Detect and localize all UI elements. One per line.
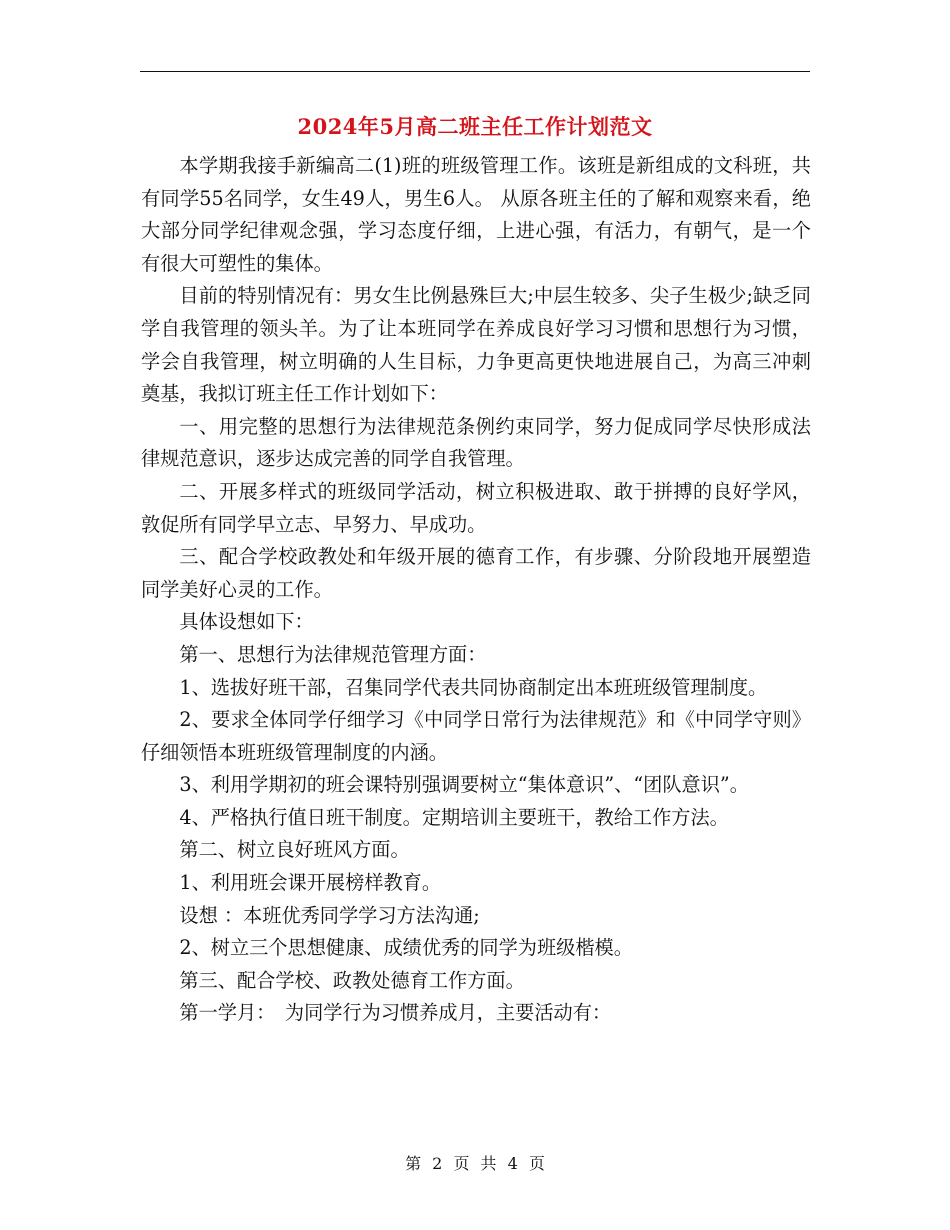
paragraph: 设想 ：本班优秀同学学习方法沟通; xyxy=(179,903,480,927)
paragraph: 4、严格执行值日班干制度。定期培训主要班干，教给工作方法。 xyxy=(179,805,729,829)
paragraph: 2、要求全体同学仔细学习《中同学日常行为法律规范》和《中同学守则》仔细领悟本班班级管理制度的内涵。 xyxy=(141,708,811,764)
paragraph: 三、配合学校政教处和年级开展的德育工作，有步骤、分阶段地开展塑造同学美好心灵的工作。 xyxy=(141,545,811,601)
paragraph: 具体设想如下： xyxy=(179,610,314,634)
paragraph: 本学期我接手新编高二(1)班的班级管理工作。该班是新组成的文科班，共有同学55名同学，女生49人，男生6人。 从原各班主任的了解和观察来看，绝大部分同学纪律观念强，学习态度仔细，上进心强，有活力，有朝气，是一个有很大可塑性的集体。 xyxy=(141,154,811,275)
paragraph: 一、用完整的思想行为法律规范条例约束同学，努力促成同学尽快形成法律规范意识，逐步达成完善的同学自我管理。 xyxy=(141,414,811,471)
paragraph: 1、利用班会课开展榜样教育。 xyxy=(179,871,442,895)
section-heading: 第一、思想行为法律规范管理方面： xyxy=(179,642,487,666)
header-rule xyxy=(140,71,810,72)
paragraph: 1、选拔好班干部，召集同学代表共同协商制定出本班班级管理制度。 xyxy=(179,675,768,699)
section-heading: 第二、树立良好班风方面。 xyxy=(179,838,410,862)
document-body xyxy=(141,150,811,1030)
paragraph: 二、开展多样式的班级同学活动，树立积极进取、敢于拼搏的良好学风，敦促所有同学早立志、早努力、早成功。 xyxy=(141,479,811,536)
paragraph: 目前的特别情况有：男女生比例悬殊巨大;中层生较多、尖子生极少;缺乏同学自我管理的领头羊。为了让本班同学在养成良好学习习惯和思想行为习惯，学会自我管理，树立明确的人生目标，力争更高更快地进展自己，为高三冲刺奠基，我拟订班主任工作计划如下： xyxy=(141,284,811,406)
document-title: 2024年5月高二班主任工作计划范文 xyxy=(297,114,653,139)
paragraph: 3、利用学期初的班会课特别强调要树立“集体意识”、“团队意识”。 xyxy=(179,773,749,797)
page-number: 第 2 页 共 4 页 xyxy=(405,1154,545,1173)
paragraph: 2、树立三个思想健康、成绩优秀的同学为班级楷模。 xyxy=(179,936,633,960)
section-heading: 第三、配合学校、政教处德育工作方面。 xyxy=(179,968,525,992)
paragraph: 第一学月： 为同学行为习惯养成月，主要活动有： xyxy=(179,1001,612,1025)
